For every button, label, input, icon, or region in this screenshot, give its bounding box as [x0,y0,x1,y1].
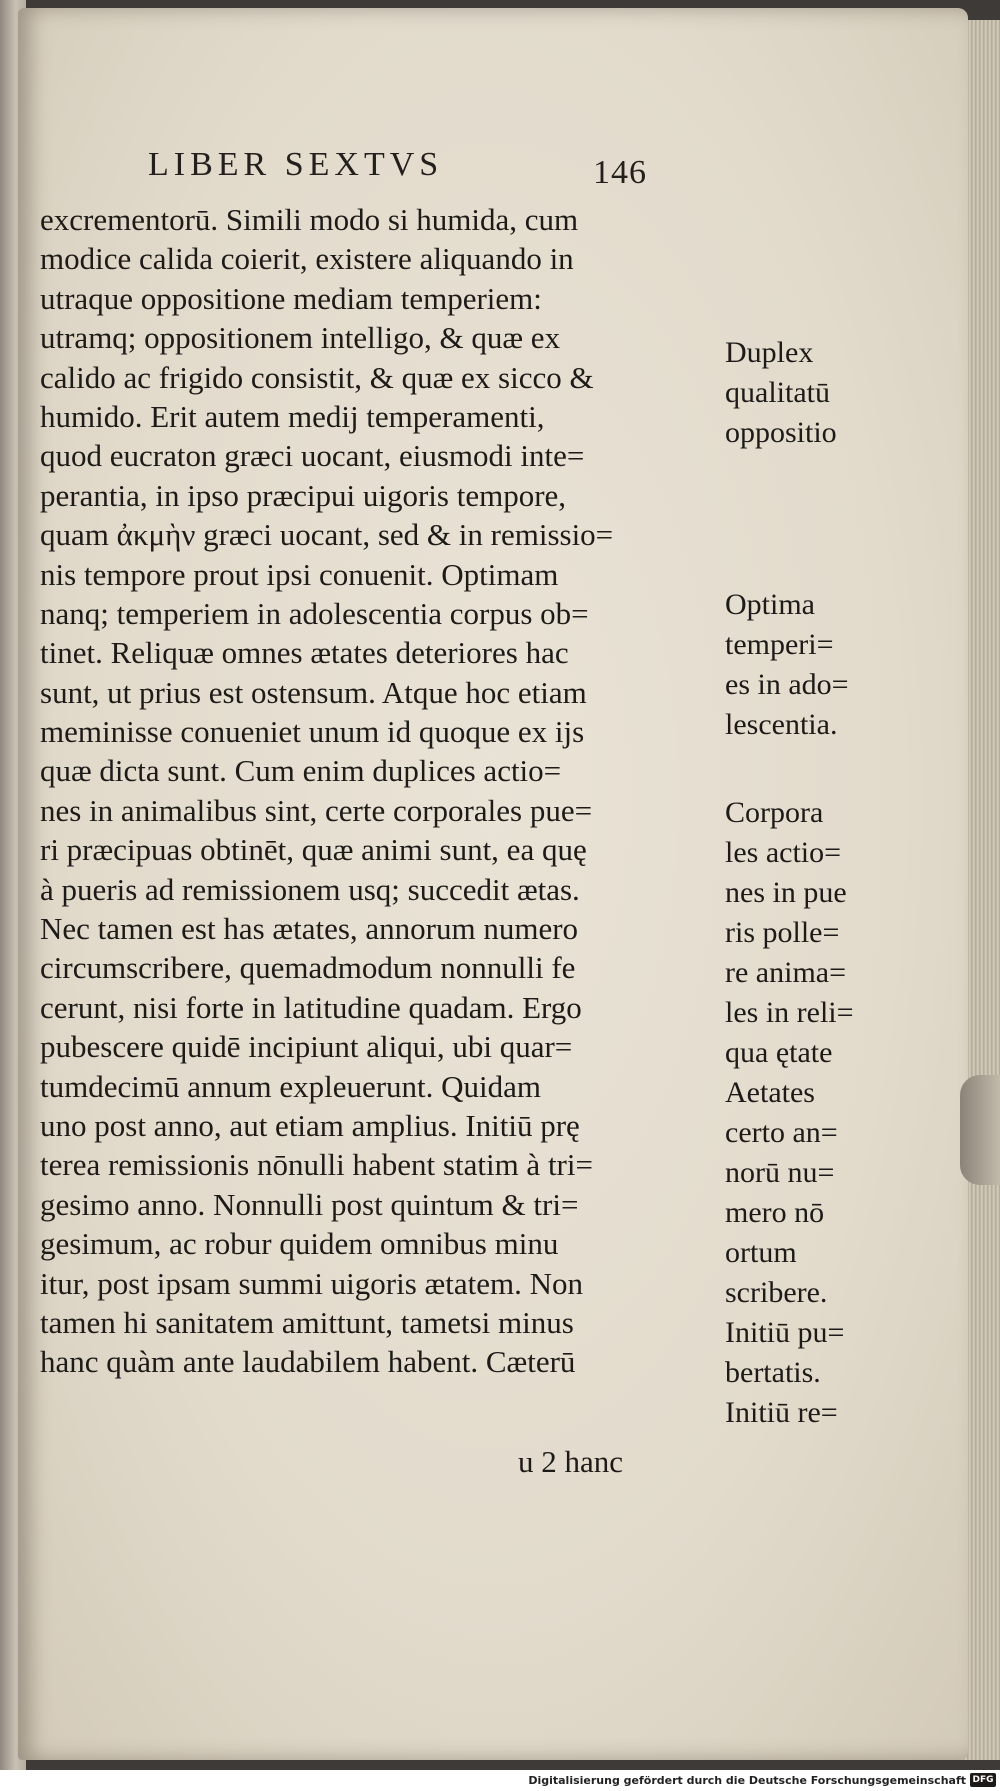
text-line: tinet. Reliquæ omnes ætates deteriores hac [40,635,569,671]
text-line: utramq; oppositionem intelligo, & quæ ex [40,320,561,356]
text-line: quam ἀκμὴν græci uocant, sed & in remissio= [40,517,614,553]
margin-note: certo an= [725,1116,838,1149]
text-line: itur, post ipsam summi uigoris ætatem. Non [40,1265,583,1301]
text-line: nis tempore prout ipsi conuenit. Optimam [40,556,559,592]
text-line: ri præcipuas obtinēt, quæ animi sunt, ea quę [40,832,587,868]
text-line: quæ dicta sunt. Cum enim duplices actio= [40,753,562,789]
text-line: excrementorū. Simili modo si humida, cum [40,202,579,237]
text-line: sunt, ut prius est ostensum. Atque hoc etiam [40,674,587,710]
margin-note: oppositio [725,416,837,449]
digitization-footer [0,1770,1000,1791]
text-line: utraque oppositione mediam temperiem: [40,280,542,316]
margin-note: es in ado= [725,668,849,701]
margin-note: Optima [725,588,815,621]
margin-note: nes in pue [725,876,847,909]
margin-note: ortum [725,1236,797,1269]
text-line: hanc quàm ante laudabilem habent. Cæterū [40,1344,576,1380]
text-line: Nec tamen est has ætates, annorum numero [40,911,579,947]
margin-note: lescentia. [725,708,838,741]
text-line: nanq; temperiem in adolescentia corpus ob= [40,595,589,631]
signature-and-catchword: u 2 hanc [518,1444,624,1479]
main-text-block [40,200,720,1382]
text-line: terea remissionis nōnulli habent statim à tri= [40,1147,593,1183]
text-line: meminisse conueniet unum id quoque ex ijs [40,714,585,750]
text-line: circumscribere, quemadmodum nonnulli fe [40,950,576,986]
margin-note: Initiū re= [725,1396,838,1429]
margin-note: qua ętate [725,1036,833,1069]
page-number: 146 [593,154,647,191]
margin-note: Corpora [725,796,824,829]
text-line: calido ac frigido consistit, & quæ ex sicco & [40,359,594,395]
dfg-logo: DFG [970,1773,996,1787]
margin-note: re anima= [725,956,847,989]
margin-note: mero nō [725,1196,825,1229]
text-line: uno post anno, aut etiam amplius. Initiū prę [40,1107,580,1143]
margin-note: Duplex [725,336,814,369]
text-line: tamen hi sanitatem amittunt, tametsi minus [40,1304,574,1340]
margin-note: Initiū pu= [725,1316,845,1349]
running-head-title: LIBER SEXTVS [148,146,444,183]
margin-note: scribere. [725,1276,828,1309]
text-line: tumdecimū annum expleuerunt. Quidam [40,1068,542,1104]
text-line: nes in animalibus sint, certe corporales pue= [40,792,593,828]
margin-note: norū nu= [725,1156,835,1189]
text-line: à pueris ad remissionem usq; succedit ætas. [40,871,580,907]
book-clasp [960,1075,1000,1185]
text-line: perantia, in ipso præcipui uigoris tempore, [40,477,567,513]
text-line: modice calida coierit, existere aliquando in [40,241,574,277]
margin-note: les actio= [725,836,842,869]
margin-note: Aetates [725,1076,815,1109]
margin-note: bertatis. [725,1356,821,1389]
funding-credit: Digitalisierung gefördert durch die Deutsche Forschungsgemeinschaft [528,1774,966,1787]
margin-note: les in reli= [725,996,854,1029]
text-line: cerunt, nisi forte in latitudine quadam. Ergo [40,989,582,1025]
text-line: pubescere quidē incipiunt aliqui, ubi quar= [40,1029,573,1065]
text-line: gesimo anno. Nonnulli post quintum & tri= [40,1186,579,1222]
margin-note: temperi= [725,628,834,661]
text-line: gesimum, ac robur quidem omnibus minu [40,1226,559,1262]
margin-note: qualitatū [725,376,830,409]
margin-note: ris polle= [725,916,840,949]
text-line: humido. Erit autem medij temperamenti, [40,398,545,434]
text-line: quod eucraton græci uocant, eiusmodi inte= [40,438,585,474]
